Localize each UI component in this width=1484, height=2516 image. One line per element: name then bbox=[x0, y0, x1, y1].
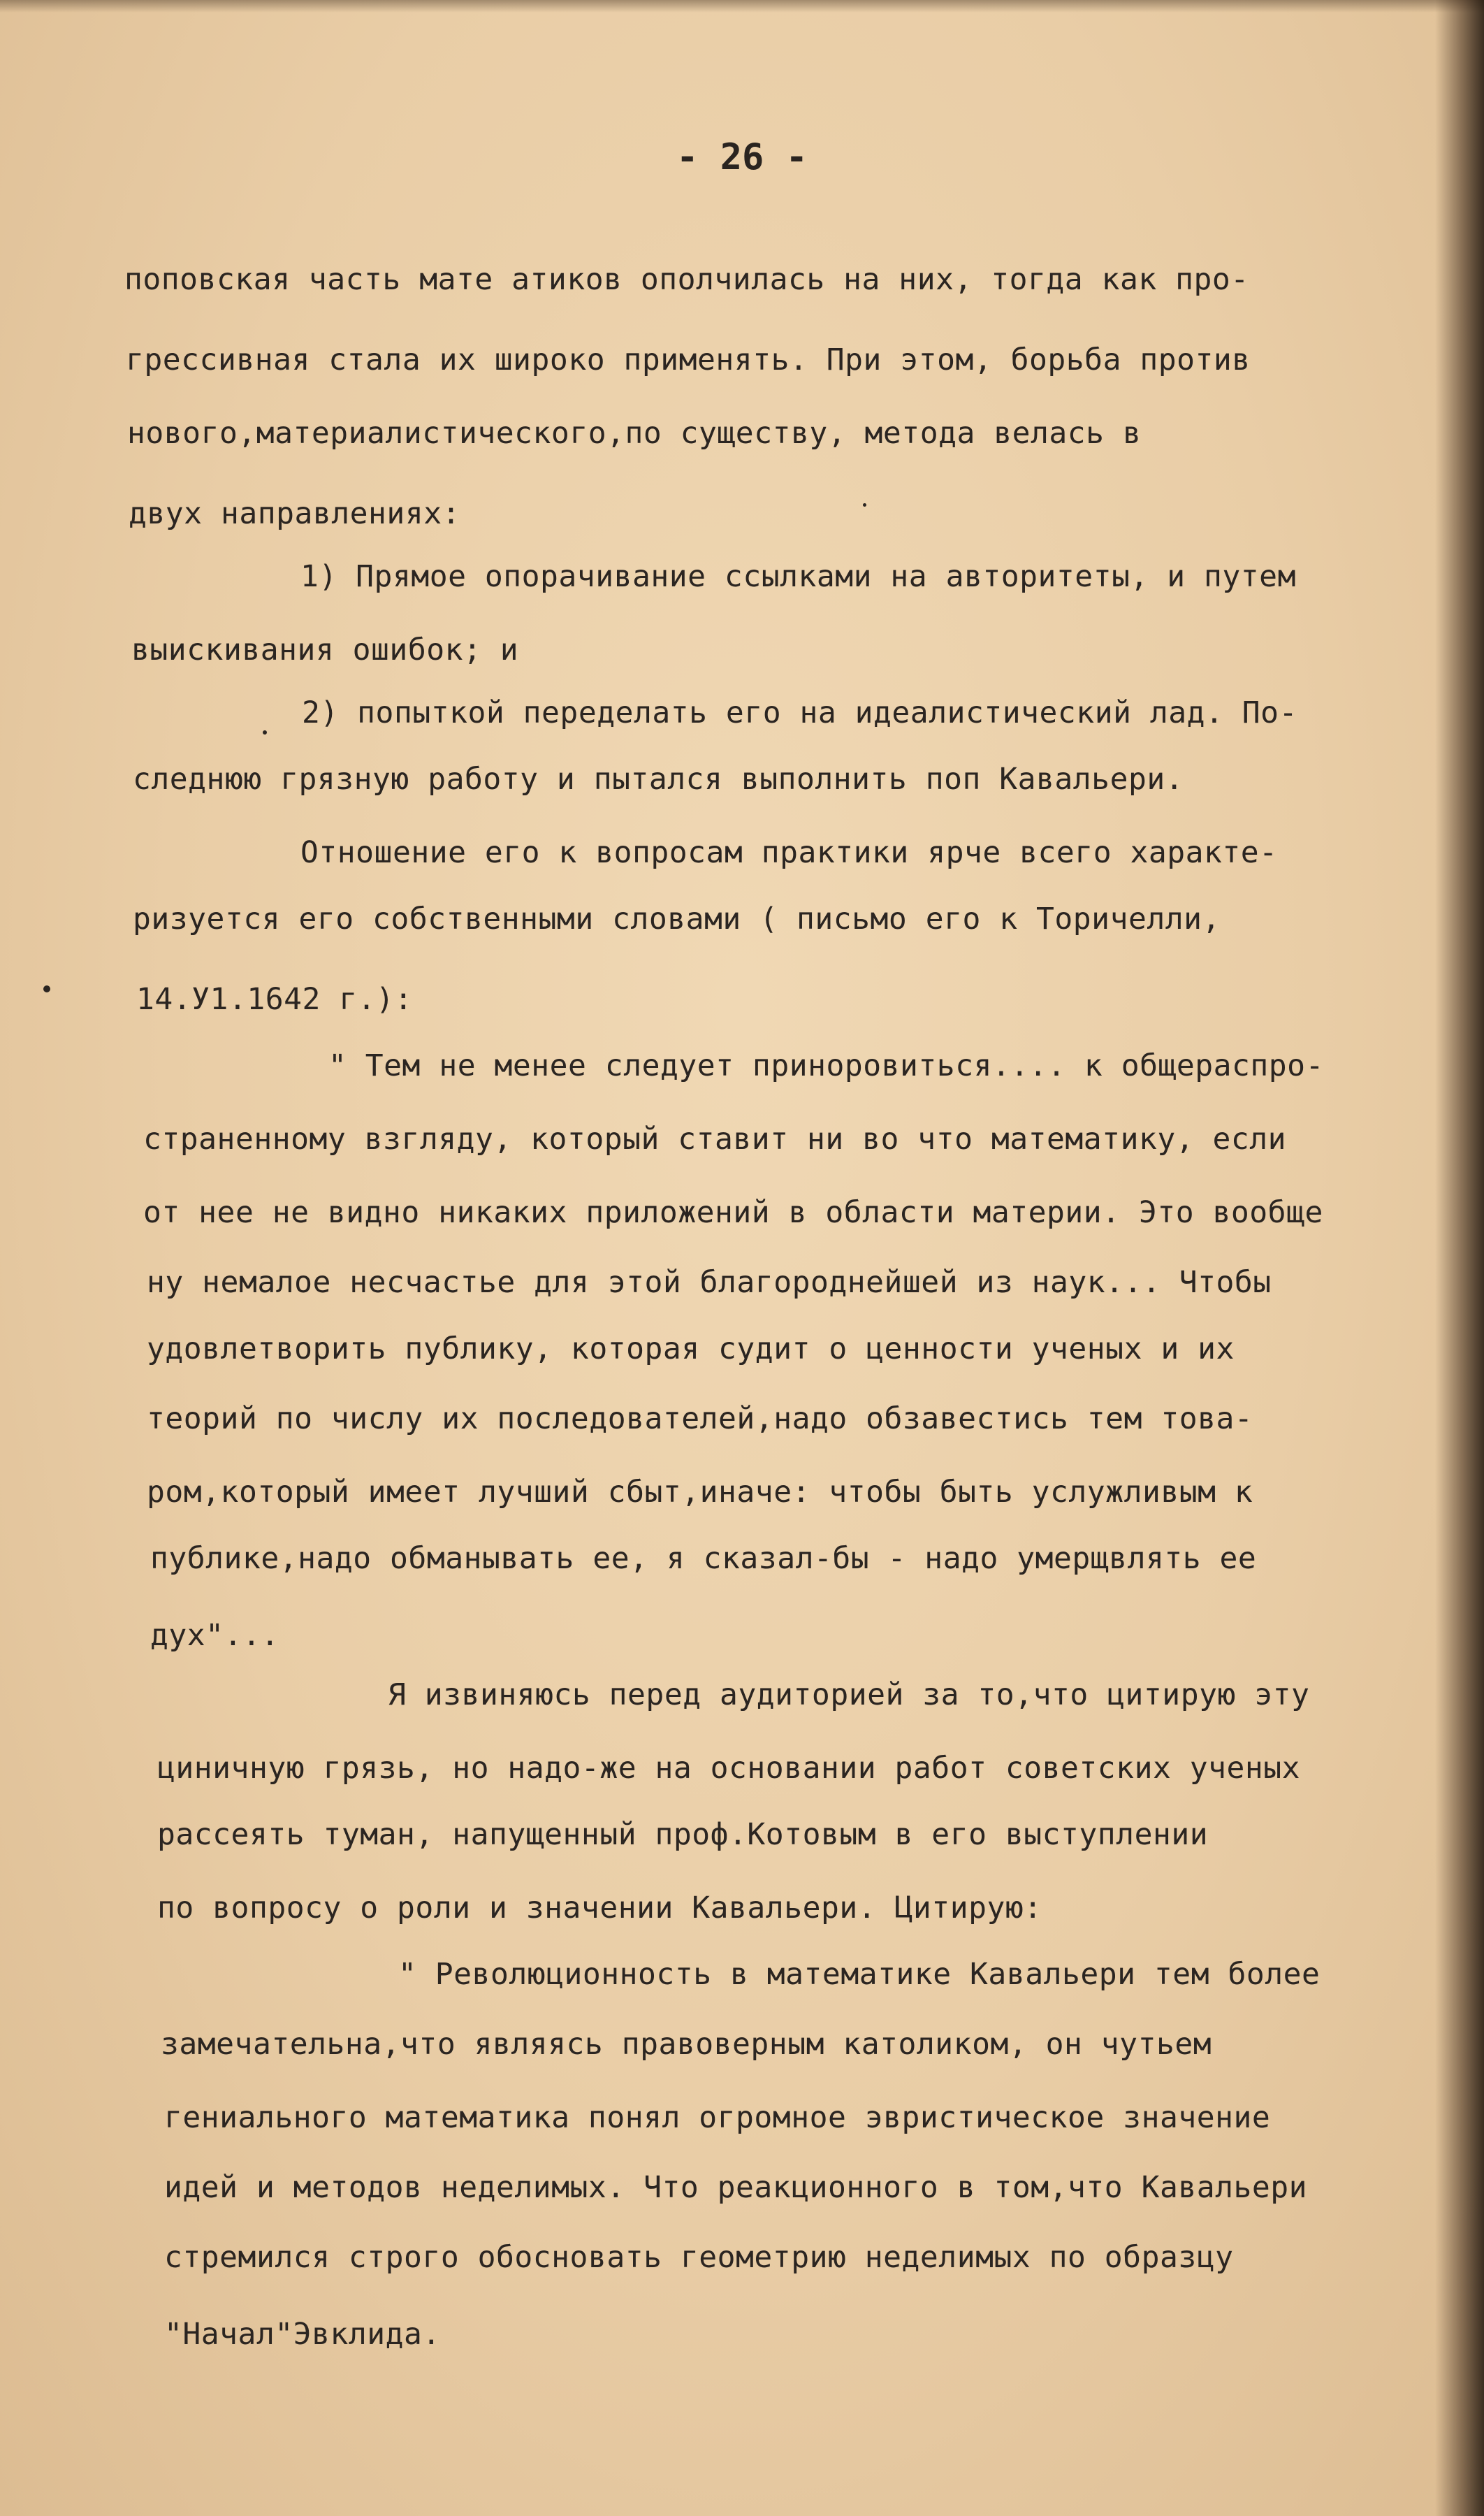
text-line-13: страненному взгляду, который ставит ни во что математику, если bbox=[143, 1122, 1287, 1157]
text-line-6: выискивания ошибок; и bbox=[131, 632, 519, 667]
text-line-8: следнюю грязную работу и пытался выполнить поп Кавальери. bbox=[133, 762, 1184, 797]
text-line-28: идей и методов неделимых. Что реакционного в том,что Кавальери bbox=[164, 2170, 1308, 2205]
page-number: - 26 - bbox=[676, 136, 808, 178]
text-line-2: грессивная стала их широко применять. При этом, борьба против bbox=[126, 342, 1251, 377]
text-line-7: 2) попыткой переделать его на идеалистический лад. По- bbox=[302, 695, 1297, 730]
text-line-11: 14.У1.1642 г.): bbox=[136, 982, 413, 1017]
text-line-20: дух"... bbox=[150, 1618, 279, 1653]
text-line-15: ну немалое несчастье для этой благороднейшей из наук... Чтобы bbox=[147, 1265, 1272, 1300]
text-line-17: теорий по числу их последователей,надо обзавестись тем това- bbox=[147, 1401, 1253, 1436]
text-line-10: ризуется его собственными словами ( письмо его к Торичелли, bbox=[133, 902, 1221, 937]
ink-speck bbox=[863, 503, 866, 507]
text-line-27: гениального математика понял огромное эвристическое значение bbox=[164, 2100, 1271, 2135]
text-line-9: Отношение его к вопросам практики ярче всего характе- bbox=[300, 835, 1278, 870]
page-right-shadow bbox=[1435, 0, 1484, 2516]
text-line-3: нового,материалистического,по существу, метода велась в bbox=[127, 416, 1142, 451]
text-line-4: двух направлениях: bbox=[129, 496, 460, 531]
text-line-22: циничную грязь, но надо-же на основании работ советских ученых bbox=[157, 1751, 1301, 1786]
text-line-14: от нее не видно никаких приложений в области материи. Это вообще bbox=[143, 1195, 1323, 1230]
text-line-18: ром,который имеет лучший сбыт,иначе: чтобы быть услужливым к bbox=[147, 1475, 1253, 1510]
text-line-16: удовлетворить публику, которая судит о ценности ученых и их bbox=[147, 1331, 1235, 1366]
text-line-21: Я извиняюсь перед аудиторией за то,что цитирую эту bbox=[388, 1677, 1310, 1712]
text-line-19: публике,надо обманывать ее, я сказал-бы - надо умерщвлять ее bbox=[150, 1541, 1257, 1576]
text-line-1: поповская часть мате атиков ополчилась на них, тогда как про- bbox=[124, 262, 1249, 297]
text-line-26: замечательна,что являясь правоверным католиком, он чутьем bbox=[161, 2027, 1212, 2062]
page-top-shadow bbox=[0, 0, 1484, 13]
text-line-12: " Тем не менее следует приноровиться.... к общераспро- bbox=[328, 1048, 1324, 1083]
text-line-23: рассеять туман, напущенный проф.Котовым в его выступлении bbox=[157, 1817, 1209, 1852]
text-line-25: " Революционность в математике Кавальери тем более bbox=[398, 1957, 1321, 1992]
text-line-29: стремился строго обосновать геометрию неделимых по образцу bbox=[164, 2240, 1234, 2275]
text-line-24: по вопросу о роли и значении Кавальери. Цитирую: bbox=[157, 1890, 1042, 1925]
ink-speck bbox=[263, 730, 267, 735]
text-line-5: 1) Прямое опорачивание ссылками на авторитеты, и путем bbox=[300, 559, 1296, 594]
ink-speck bbox=[43, 985, 50, 992]
text-line-30: "Начал"Эвклида. bbox=[164, 2317, 441, 2352]
